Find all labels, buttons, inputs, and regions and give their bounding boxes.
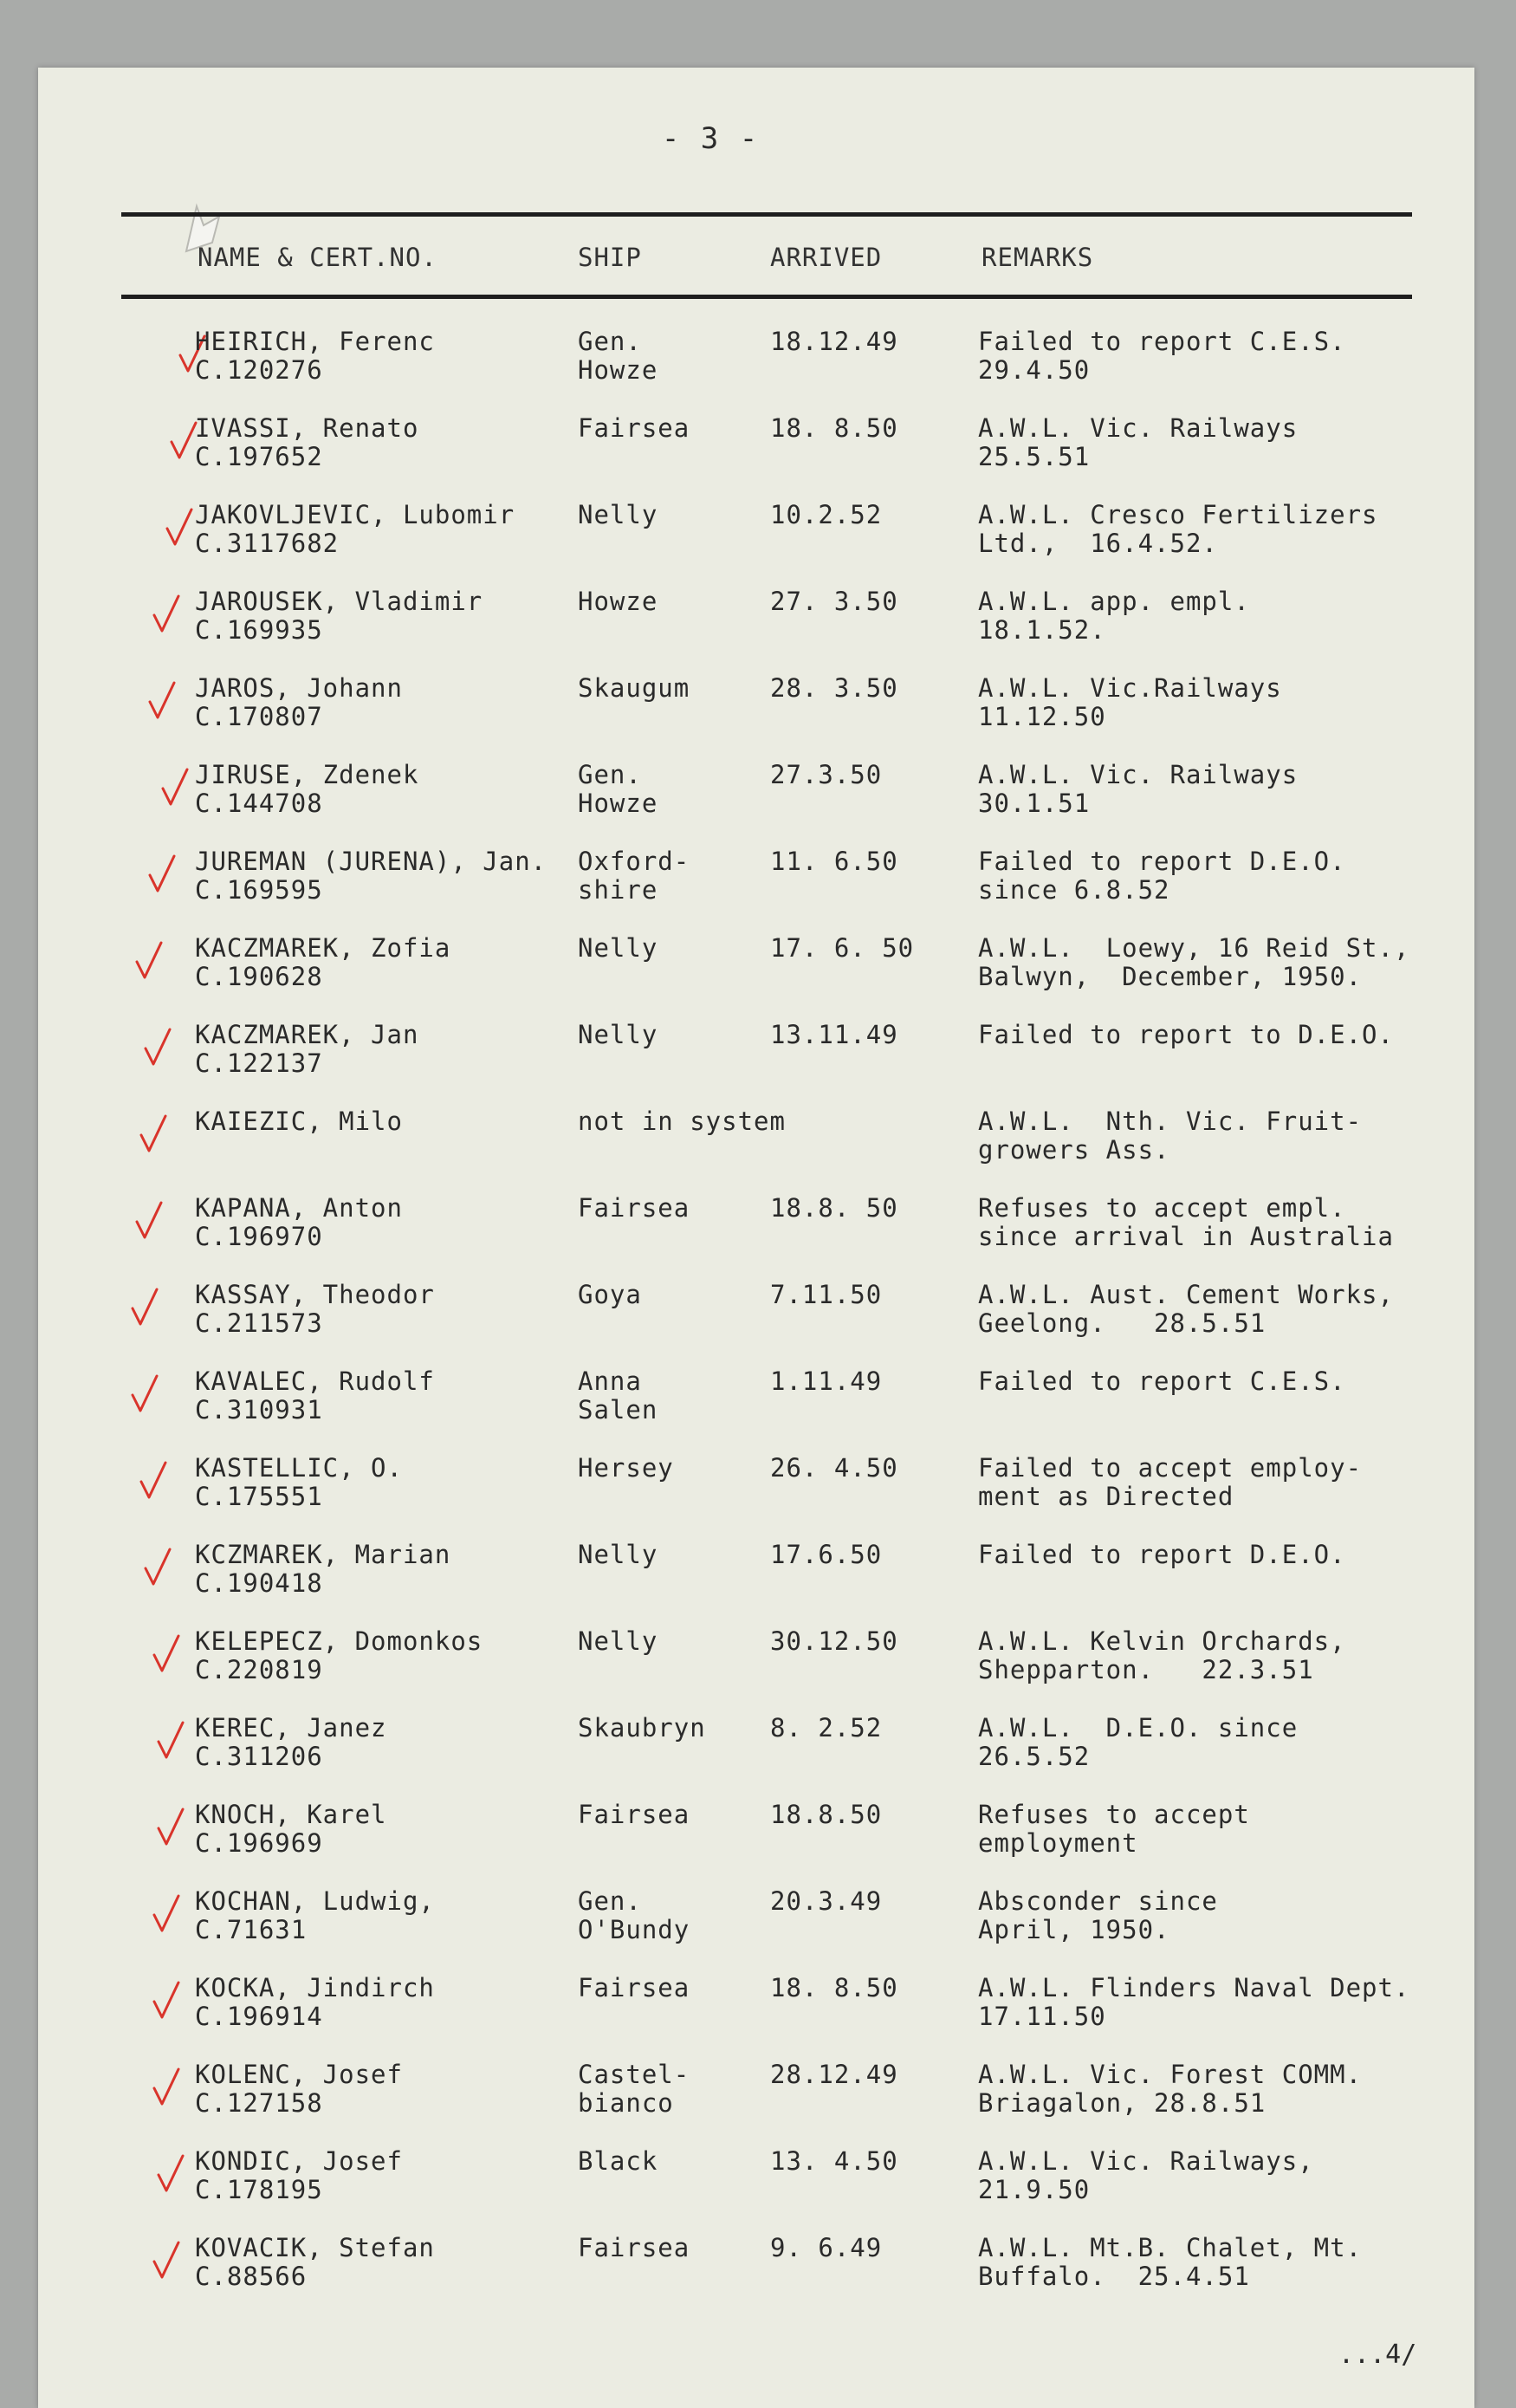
name-and-cert-line-2: C.127158 bbox=[195, 2088, 323, 2118]
remarks-line-2: 30.1.51 bbox=[978, 789, 1091, 818]
name-and-cert-line-2: C.196914 bbox=[195, 2002, 323, 2031]
name-and-cert bbox=[195, 2147, 403, 2204]
remarks-line-2: 18.1.52. bbox=[978, 615, 1106, 645]
record-row bbox=[0, 501, 1516, 584]
ship-line-2: bianco bbox=[578, 2088, 674, 2118]
header-rule-bottom bbox=[121, 295, 1412, 299]
name-and-cert-line-1: KEREC, Janez bbox=[195, 1713, 387, 1743]
remarks bbox=[978, 1627, 1346, 1684]
name-and-cert bbox=[195, 2061, 403, 2118]
arrived-date bbox=[770, 1627, 898, 1656]
column-header-ship: SHIP bbox=[578, 243, 642, 272]
ship-line-1: Howze bbox=[578, 587, 658, 616]
continuation-mark: ...4/ bbox=[1338, 2340, 1417, 2370]
ship bbox=[578, 1194, 690, 1223]
red-check-mark-icon bbox=[147, 853, 177, 896]
arrived-date-line-1: 9. 6.49 bbox=[770, 2233, 883, 2262]
ship-line-1: not in system bbox=[578, 1107, 786, 1136]
remarks bbox=[978, 328, 1346, 385]
ship-line-2: Salen bbox=[578, 1395, 658, 1425]
name-and-cert bbox=[195, 1714, 387, 1771]
name-and-cert-line-1: JAKOVLJEVIC, Lubomir bbox=[195, 500, 515, 529]
arrived-date bbox=[770, 1021, 898, 1049]
remarks bbox=[978, 1107, 1362, 1165]
ship bbox=[578, 1021, 658, 1049]
arrived-date bbox=[770, 847, 898, 876]
ship-line-1: Nelly bbox=[578, 1626, 658, 1656]
name-and-cert bbox=[195, 674, 403, 731]
record-row bbox=[0, 1801, 1516, 1884]
record-row bbox=[0, 1281, 1516, 1364]
name-and-cert bbox=[195, 1801, 387, 1858]
red-check-mark-icon bbox=[130, 1286, 159, 1329]
arrived-date-line-1: 28. 3.50 bbox=[770, 673, 898, 703]
arrived-date bbox=[770, 2147, 898, 2176]
remarks-line-1: Failed to report to D.E.O. bbox=[978, 1020, 1394, 1049]
ship-line-1: Gen. bbox=[578, 760, 642, 789]
ship bbox=[578, 674, 690, 703]
red-check-mark-icon bbox=[156, 1719, 185, 1762]
remarks-line-2: 25.5.51 bbox=[978, 442, 1091, 471]
remarks bbox=[978, 501, 1378, 558]
red-check-mark-icon bbox=[156, 2152, 185, 2196]
record-row bbox=[0, 414, 1516, 497]
arrived-date-line-1: 8. 2.52 bbox=[770, 1713, 883, 1743]
remarks-line-1: Failed to report D.E.O. bbox=[978, 1540, 1346, 1569]
record-row bbox=[0, 1107, 1516, 1191]
remarks bbox=[978, 674, 1282, 731]
remarks-line-1: Refuses to accept bbox=[978, 1800, 1250, 1829]
name-and-cert-line-1: HEIRICH, Ferenc bbox=[195, 327, 435, 356]
record-row bbox=[0, 2061, 1516, 2144]
red-check-mark-icon bbox=[134, 1199, 164, 1243]
ship bbox=[578, 1714, 706, 1743]
ship bbox=[578, 934, 658, 963]
page-number: - 3 - bbox=[661, 121, 760, 156]
ship bbox=[578, 414, 690, 443]
remarks bbox=[978, 587, 1250, 645]
ship bbox=[578, 501, 658, 529]
arrived-date bbox=[770, 587, 898, 616]
name-and-cert-line-2: C.196969 bbox=[195, 1828, 323, 1858]
ship bbox=[578, 1974, 690, 2002]
arrived-date-line-1: 26. 4.50 bbox=[770, 1453, 898, 1483]
red-check-mark-icon bbox=[152, 1632, 181, 1676]
name-and-cert-line-1: KACZMAREK, Zofia bbox=[195, 933, 451, 963]
ship bbox=[578, 1107, 786, 1136]
name-and-cert-line-2: C.3117682 bbox=[195, 529, 340, 558]
remarks-line-1: Failed to report C.E.S. bbox=[978, 327, 1346, 356]
red-check-mark-icon bbox=[139, 1113, 168, 1156]
record-row bbox=[0, 1627, 1516, 1710]
record-row bbox=[0, 1974, 1516, 2057]
remarks-line-2: growers Ass. bbox=[978, 1135, 1170, 1165]
red-check-mark-icon bbox=[147, 679, 177, 723]
ship-line-2: O'Bundy bbox=[578, 1915, 690, 1944]
ship-line-1: Fairsea bbox=[578, 1193, 690, 1223]
remarks-line-2: since arrival in Australia bbox=[978, 1222, 1394, 1251]
header-rule-top bbox=[121, 212, 1412, 217]
record-row bbox=[0, 2147, 1516, 2230]
remarks-line-1: A.W.L. Vic. Railways bbox=[978, 413, 1299, 443]
ship-line-2: shire bbox=[578, 875, 658, 905]
ship-line-1: Castel- bbox=[578, 2060, 690, 2089]
ship-line-2: Howze bbox=[578, 355, 658, 385]
ship-line-1: Gen. bbox=[578, 1886, 642, 1916]
name-and-cert bbox=[195, 1887, 435, 1944]
name-and-cert-line-2: C.169935 bbox=[195, 615, 323, 645]
record-row bbox=[0, 1021, 1516, 1104]
name-and-cert-line-2: C.220819 bbox=[195, 1655, 323, 1684]
ship-line-2: Howze bbox=[578, 789, 658, 818]
ship-line-1: Goya bbox=[578, 1280, 642, 1309]
ship bbox=[578, 328, 658, 385]
name-and-cert-line-1: JIRUSE, Zdenek bbox=[195, 760, 419, 789]
name-and-cert-line-1: KOCHAN, Ludwig, bbox=[195, 1886, 435, 1916]
remarks bbox=[978, 1541, 1346, 1569]
ship-line-1: Hersey bbox=[578, 1453, 674, 1483]
record-row bbox=[0, 1541, 1516, 1624]
arrived-date bbox=[770, 761, 882, 789]
arrived-date-line-1: 28.12.49 bbox=[770, 2060, 898, 2089]
remarks-line-2: 11.12.50 bbox=[978, 702, 1106, 731]
name-and-cert bbox=[195, 2234, 435, 2291]
name-and-cert-line-1: JUREMAN (JURENA), Jan. bbox=[195, 847, 547, 876]
remarks-line-1: A.W.L. Cresco Fertilizers bbox=[978, 500, 1378, 529]
red-check-mark-icon bbox=[160, 766, 190, 809]
name-and-cert-line-2: C.120276 bbox=[195, 355, 323, 385]
ship-line-1: Nelly bbox=[578, 933, 658, 963]
arrived-date-line-1: 7.11.50 bbox=[770, 1280, 883, 1309]
arrived-date-line-1: 27.3.50 bbox=[770, 760, 883, 789]
ship bbox=[578, 1281, 642, 1309]
arrived-date bbox=[770, 674, 898, 703]
name-and-cert-line-1: KCZMAREK, Marian bbox=[195, 1540, 451, 1569]
ship bbox=[578, 1454, 674, 1483]
arrived-date-line-1: 17.6.50 bbox=[770, 1540, 883, 1569]
remarks-line-1: A.W.L. Vic. Forest COMM. bbox=[978, 2060, 1363, 2089]
arrived-date-line-1: 18. 8.50 bbox=[770, 413, 898, 443]
remarks-line-1: A.W.L. Flinders Naval Dept. bbox=[978, 1973, 1410, 2002]
red-check-mark-icon bbox=[143, 1026, 172, 1069]
name-and-cert bbox=[195, 1194, 403, 1251]
remarks-line-2: Balwyn, December, 1950. bbox=[978, 962, 1363, 991]
remarks-line-1: Failed to report D.E.O. bbox=[978, 847, 1346, 876]
ship bbox=[578, 2061, 690, 2118]
ship bbox=[578, 1627, 658, 1656]
ship-line-1: Nelly bbox=[578, 1540, 658, 1569]
record-row bbox=[0, 761, 1516, 844]
name-and-cert bbox=[195, 587, 483, 645]
name-and-cert-line-1: KNOCH, Karel bbox=[195, 1800, 387, 1829]
ship-line-1: Oxford- bbox=[578, 847, 690, 876]
record-row bbox=[0, 328, 1516, 411]
remarks bbox=[978, 847, 1346, 905]
name-and-cert-line-2: C.178195 bbox=[195, 2175, 323, 2204]
remarks-line-1: Absconder since bbox=[978, 1886, 1218, 1916]
arrived-date bbox=[770, 328, 898, 356]
red-check-mark-icon bbox=[152, 593, 181, 636]
name-and-cert bbox=[195, 1021, 418, 1078]
name-and-cert-line-2: C.169595 bbox=[195, 875, 323, 905]
remarks-line-2: 21.9.50 bbox=[978, 2175, 1091, 2204]
ship bbox=[578, 2234, 690, 2262]
ship bbox=[578, 761, 658, 818]
record-row bbox=[0, 2234, 1516, 2317]
name-and-cert bbox=[195, 1281, 435, 1338]
remarks bbox=[978, 761, 1298, 818]
name-and-cert-line-1: KOCKA, Jindirch bbox=[195, 1973, 435, 2002]
ship-line-1: Fairsea bbox=[578, 1800, 690, 1829]
arrived-date-line-1: 10.2.52 bbox=[770, 500, 883, 529]
arrived-date-line-1: 27. 3.50 bbox=[770, 587, 898, 616]
remarks bbox=[978, 2234, 1362, 2291]
remarks-line-1: Refuses to accept empl. bbox=[978, 1193, 1346, 1223]
arrived-date-line-1: 20.3.49 bbox=[770, 1886, 883, 1916]
name-and-cert-line-2: C.190418 bbox=[195, 1568, 323, 1598]
name-and-cert-line-2: C.122137 bbox=[195, 1048, 323, 1078]
remarks-line-1: Failed to report C.E.S. bbox=[978, 1366, 1346, 1396]
arrived-date-line-1: 17. 6. 50 bbox=[770, 933, 915, 963]
remarks-line-2: Briagalon, 28.8.51 bbox=[978, 2088, 1267, 2118]
remarks bbox=[978, 1801, 1250, 1858]
remarks-line-2: ment as Directed bbox=[978, 1482, 1234, 1511]
ship-line-1: Black bbox=[578, 2146, 658, 2176]
remarks-line-2: since 6.8.52 bbox=[978, 875, 1170, 905]
arrived-date bbox=[770, 1887, 882, 1916]
ship-line-1: Fairsea bbox=[578, 413, 690, 443]
name-and-cert-line-2: C.190628 bbox=[195, 962, 323, 991]
ship bbox=[578, 1801, 690, 1829]
column-header-arrived: ARRIVED bbox=[770, 243, 883, 272]
name-and-cert-line-2: C.144708 bbox=[195, 789, 323, 818]
remarks-line-2: Ltd., 16.4.52. bbox=[978, 529, 1218, 558]
arrived-date bbox=[770, 501, 882, 529]
arrived-date-line-1: 18.8. 50 bbox=[770, 1193, 898, 1223]
remarks-line-1: A.W.L. app. empl. bbox=[978, 587, 1250, 616]
remarks-line-1: Failed to accept employ- bbox=[978, 1453, 1363, 1483]
column-header-name: NAME & CERT.NO. bbox=[198, 243, 437, 272]
arrived-date-line-1: 1.11.49 bbox=[770, 1366, 883, 1396]
name-and-cert bbox=[195, 761, 418, 818]
name-and-cert-line-2: C.211573 bbox=[195, 1308, 323, 1338]
remarks-line-2: 17.11.50 bbox=[978, 2002, 1106, 2031]
arrived-date-line-1: 11. 6.50 bbox=[770, 847, 898, 876]
ship bbox=[578, 1887, 690, 1944]
name-and-cert-line-2: C.175551 bbox=[195, 1482, 323, 1511]
arrived-date bbox=[770, 1714, 882, 1743]
remarks bbox=[978, 414, 1298, 471]
arrived-date-line-1: 30.12.50 bbox=[770, 1626, 898, 1656]
name-and-cert-line-1: KACZMAREK, Jan bbox=[195, 1020, 419, 1049]
name-and-cert-line-1: KOVACIK, Stefan bbox=[195, 2233, 435, 2262]
ship bbox=[578, 1367, 658, 1425]
record-row bbox=[0, 587, 1516, 671]
name-and-cert bbox=[195, 1107, 403, 1136]
arrived-date bbox=[770, 2234, 882, 2262]
remarks-line-1: A.W.L. Vic. Railways, bbox=[978, 2146, 1314, 2176]
record-row bbox=[0, 1367, 1516, 1451]
name-and-cert bbox=[195, 1541, 450, 1598]
name-and-cert bbox=[195, 1627, 483, 1684]
remarks-line-2: 26.5.52 bbox=[978, 1742, 1091, 1771]
name-and-cert bbox=[195, 1367, 435, 1425]
red-check-mark-icon bbox=[143, 1546, 172, 1589]
remarks-line-1: A.W.L. Loewy, 16 Reid St., bbox=[978, 933, 1410, 963]
arrived-date bbox=[770, 1454, 898, 1483]
record-row bbox=[0, 1194, 1516, 1277]
record-row bbox=[0, 1714, 1516, 1797]
red-check-mark-icon bbox=[156, 1806, 185, 1849]
remarks-line-2: Buffalo. 25.4.51 bbox=[978, 2262, 1250, 2291]
arrived-date bbox=[770, 1194, 898, 1223]
remarks-line-2: employment bbox=[978, 1828, 1138, 1858]
name-and-cert bbox=[195, 328, 435, 385]
arrived-date bbox=[770, 414, 898, 443]
ship-line-1: Fairsea bbox=[578, 2233, 690, 2262]
record-row bbox=[0, 1887, 1516, 1970]
remarks-line-1: A.W.L. Vic.Railways bbox=[978, 673, 1282, 703]
ship-line-1: Nelly bbox=[578, 1020, 658, 1049]
remarks-line-1: A.W.L. Aust. Cement Works, bbox=[978, 1280, 1394, 1309]
ship-line-1: Skaubryn bbox=[578, 1713, 706, 1743]
red-check-mark-icon bbox=[152, 1979, 181, 2022]
name-and-cert-line-2: C.170807 bbox=[195, 702, 323, 731]
name-and-cert bbox=[195, 1454, 403, 1511]
name-and-cert-line-1: KAPANA, Anton bbox=[195, 1193, 403, 1223]
column-header-remarks: REMARKS bbox=[982, 243, 1094, 272]
name-and-cert bbox=[195, 934, 450, 991]
record-row bbox=[0, 674, 1516, 757]
name-and-cert-line-2: C.197652 bbox=[195, 442, 323, 471]
arrived-date bbox=[770, 1541, 882, 1569]
red-check-mark-icon bbox=[134, 939, 164, 983]
name-and-cert-line-1: KELEPECZ, Domonkos bbox=[195, 1626, 483, 1656]
ship-line-1: Gen. bbox=[578, 327, 642, 356]
remarks bbox=[978, 1021, 1394, 1049]
remarks bbox=[978, 1367, 1346, 1396]
record-row bbox=[0, 847, 1516, 931]
remarks-line-2: April, 1950. bbox=[978, 1915, 1170, 1944]
record-row bbox=[0, 1454, 1516, 1537]
remarks-line-2: Geelong. 28.5.51 bbox=[978, 1308, 1267, 1338]
arrived-date bbox=[770, 1281, 882, 1309]
name-and-cert-line-2: C.71631 bbox=[195, 1915, 308, 1944]
remarks bbox=[978, 1454, 1362, 1511]
record-row bbox=[0, 934, 1516, 1017]
ship bbox=[578, 847, 690, 905]
name-and-cert-line-2: C.88566 bbox=[195, 2262, 308, 2291]
remarks-line-1: A.W.L. Kelvin Orchards, bbox=[978, 1626, 1346, 1656]
ship bbox=[578, 2147, 658, 2176]
remarks bbox=[978, 2147, 1314, 2204]
name-and-cert bbox=[195, 1974, 435, 2031]
name-and-cert-line-1: KAVALEC, Rudolf bbox=[195, 1366, 435, 1396]
remarks bbox=[978, 1974, 1409, 2031]
remarks bbox=[978, 2061, 1362, 2118]
name-and-cert-line-2: C.311206 bbox=[195, 1742, 323, 1771]
name-and-cert-line-1: JAROS, Johann bbox=[195, 673, 403, 703]
arrived-date bbox=[770, 2061, 898, 2089]
arrived-date bbox=[770, 1367, 882, 1396]
ship-line-1: Skaugum bbox=[578, 673, 690, 703]
red-check-mark-icon bbox=[165, 506, 194, 549]
ship bbox=[578, 1541, 658, 1569]
red-check-mark-icon bbox=[152, 2066, 181, 2109]
ship bbox=[578, 587, 658, 616]
ship-line-1: Fairsea bbox=[578, 1973, 690, 2002]
name-and-cert-line-2: C.196970 bbox=[195, 1222, 323, 1251]
name-and-cert-line-1: KONDIC, Josef bbox=[195, 2146, 403, 2176]
arrived-date-line-1: 18. 8.50 bbox=[770, 1973, 898, 2002]
ship-line-1: Anna bbox=[578, 1366, 642, 1396]
name-and-cert-line-1: KASTELLIC, O. bbox=[195, 1453, 403, 1483]
arrived-date bbox=[770, 1974, 898, 2002]
arrived-date-line-1: 18.12.49 bbox=[770, 327, 898, 356]
remarks-line-2: 29.4.50 bbox=[978, 355, 1091, 385]
red-check-mark-icon bbox=[152, 1892, 181, 1936]
remarks-line-1: A.W.L. Vic. Railways bbox=[978, 760, 1299, 789]
remarks-line-1: A.W.L. D.E.O. since bbox=[978, 1713, 1299, 1743]
arrived-date bbox=[770, 934, 914, 963]
name-and-cert bbox=[195, 414, 418, 471]
arrived-date-line-1: 13. 4.50 bbox=[770, 2146, 898, 2176]
remarks bbox=[978, 1281, 1394, 1338]
name-and-cert bbox=[195, 501, 515, 558]
name-and-cert-line-1: KOLENC, Josef bbox=[195, 2060, 403, 2089]
red-check-mark-icon bbox=[139, 1459, 168, 1503]
arrived-date-line-1: 13.11.49 bbox=[770, 1020, 898, 1049]
name-and-cert-line-1: IVASSI, Renato bbox=[195, 413, 419, 443]
remarks-line-1: A.W.L. Nth. Vic. Fruit- bbox=[978, 1107, 1363, 1136]
remarks bbox=[978, 1714, 1298, 1771]
red-check-mark-icon bbox=[130, 1373, 159, 1416]
remarks bbox=[978, 1887, 1218, 1944]
remarks bbox=[978, 1194, 1394, 1251]
ship-line-1: Nelly bbox=[578, 500, 658, 529]
name-and-cert-line-2: C.310931 bbox=[195, 1395, 323, 1425]
arrived-date-line-1: 18.8.50 bbox=[770, 1800, 883, 1829]
name-and-cert-line-1: KAIEZIC, Milo bbox=[195, 1107, 403, 1136]
red-check-mark-icon bbox=[152, 2239, 181, 2282]
name-and-cert-line-1: KASSAY, Theodor bbox=[195, 1280, 435, 1309]
red-check-mark-icon bbox=[169, 419, 198, 463]
remarks bbox=[978, 934, 1409, 991]
name-and-cert bbox=[195, 847, 547, 905]
remarks-line-1: A.W.L. Mt.B. Chalet, Mt. bbox=[978, 2233, 1363, 2262]
name-and-cert-line-1: JAROUSEK, Vladimir bbox=[195, 587, 483, 616]
arrived-date bbox=[770, 1801, 882, 1829]
remarks-line-2: Shepparton. 22.3.51 bbox=[978, 1655, 1314, 1684]
